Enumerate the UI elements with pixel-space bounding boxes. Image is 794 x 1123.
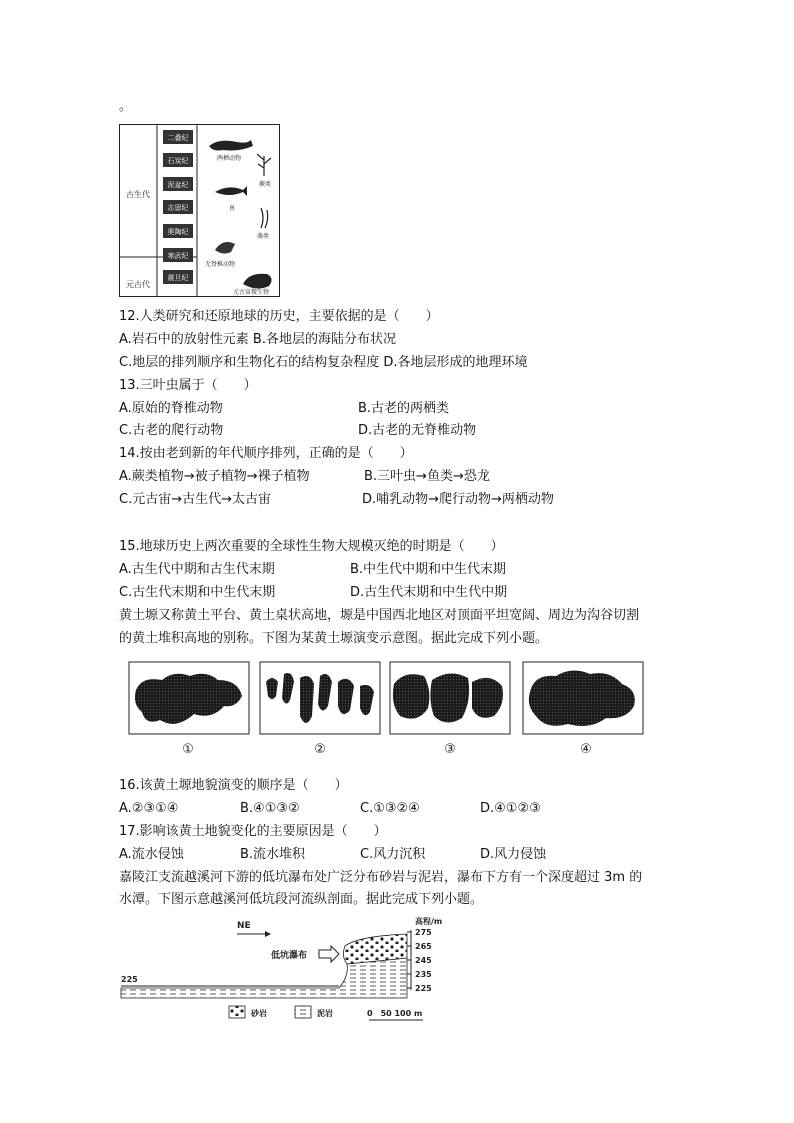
direction-arrow-icon	[265, 931, 271, 937]
q17-option-d: D.风力侵蚀	[480, 847, 547, 862]
q14-option-b: B.三叶虫→鱼类→恐龙	[364, 469, 490, 484]
q16-option-d: D.④①②③	[480, 801, 541, 816]
direction-label: NE	[237, 921, 251, 931]
elevation-tick: 265	[415, 942, 432, 951]
organism-label: 无脊椎动物	[205, 261, 236, 268]
q14-option-c: C.元古宙→古生代→太古宙	[119, 492, 271, 507]
loess-label-1: ①	[182, 742, 194, 757]
period-label: 二叠纪	[167, 134, 189, 142]
q16-option-a: A.②③①④	[119, 801, 179, 816]
river-profile-figure	[119, 912, 449, 1030]
elevation-tick: 235	[415, 970, 432, 979]
era-label-paleozoic: 古生代	[126, 190, 150, 199]
q15-stem: 15.地球历史上两次重要的全球性生物大规模灭绝的时期是（ ）	[119, 539, 504, 554]
waterfall-arrow-icon	[319, 946, 339, 962]
q16-stem: 16.该黄土塬地貌演变的顺序是（ ）	[119, 778, 348, 793]
loess-evolution-diagram	[128, 660, 646, 760]
era-label-proterozoic: 元古代	[126, 280, 150, 289]
loess-label-2: ②	[314, 742, 326, 757]
period-label: 志留纪	[167, 204, 189, 212]
elevation-tick: 245	[415, 956, 432, 965]
period-label: 寒武纪	[167, 252, 189, 260]
q13-stem: 13.三叶虫属于（ ）	[119, 378, 257, 393]
loess-passage-line2: 的黄土堆积高地的别称。下图为某黄土塬演变示意图。据此完成下列小题。	[119, 631, 549, 646]
organism-label: 蕨类	[259, 181, 272, 188]
period-label: 泥盆纪	[167, 181, 189, 189]
legend-mudstone-label: 泥岩	[317, 1009, 333, 1018]
q12-options-line1: A.岩石中的放射性元素 B.各地层的海陆分布状况	[119, 332, 396, 347]
organism-label: 藻类	[257, 233, 270, 240]
legend-mudstone-swatch	[295, 1006, 311, 1018]
period-label: 石炭纪	[167, 157, 189, 165]
q15-option-a: A.古生代中期和古生代末期	[119, 562, 275, 577]
organism-label: 元古宙微生物	[233, 289, 270, 296]
scale-bar-label: 0 50 100 m	[367, 1009, 423, 1018]
elevation-axis-title: 高程/m	[415, 917, 443, 926]
q14-option-d: D.哺乳动物→爬行动物→两栖动物	[362, 492, 554, 507]
geologic-time-figure	[119, 124, 281, 298]
q17-stem: 17.影响该黄土地貌变化的主要原因是（ ）	[119, 824, 387, 839]
q13-option-c: C.古老的爬行动物	[119, 423, 224, 438]
loess-plateau-shape-3	[393, 673, 503, 722]
loess-evolution-figure	[128, 660, 646, 760]
q15-option-d: D.古生代末期和中生代中期	[350, 585, 508, 600]
q17-option-a: A.流水侵蚀	[119, 847, 184, 862]
q16-option-c: C.①③②④	[360, 801, 420, 816]
q13-option-b: B.古老的两栖类	[358, 401, 450, 416]
q15-option-b: B.中生代中期和中生代末期	[350, 562, 507, 577]
q16-option-b: B.④①③②	[240, 801, 300, 816]
waterfall-passage-line2: 水潭。下图示意越溪河低坑段河流纵剖面。据此完成下列小题。	[119, 892, 484, 907]
q14-option-a: A.蕨类植物→被子植物→裸子植物	[119, 469, 310, 484]
organism-label: 两栖动物	[217, 155, 242, 162]
leading-punctuation: 。	[119, 99, 133, 114]
q15-option-c: C.古生代末期和中生代末期	[119, 585, 276, 600]
legend-sandstone-label: 砂岩	[251, 1009, 267, 1018]
q14-stem: 14.按由老到新的年代顺序排列，正确的是（ ）	[119, 446, 413, 461]
q13-option-d: D.古老的无脊椎动物	[358, 423, 477, 438]
organism-label: 鱼	[229, 205, 236, 212]
mudstone-layer	[121, 958, 407, 998]
q17-option-b: B.流水堆积	[240, 847, 306, 862]
river-profile-diagram	[119, 912, 449, 1030]
q13-option-a: A.原始的脊椎动物	[119, 401, 223, 416]
waterfall-label: 低坑瀑布	[271, 951, 308, 961]
legend-sandstone-swatch	[229, 1006, 245, 1018]
left-elevation-label: 225	[121, 975, 138, 984]
loess-label-3: ③	[444, 742, 456, 757]
period-label: 震旦纪	[167, 274, 189, 282]
loess-label-4: ④	[580, 742, 592, 757]
period-label: 奥陶纪	[167, 228, 189, 236]
q12-options-line2: C.地层的排列顺序和生物化石的结构复杂程度 D.各地层形成的地理环境	[119, 355, 528, 370]
loess-passage-line1: 黄土塬又称黄土平台、黄土桌状高地，塬是中国西北地区对顶面平坦宽阔、周边为沟谷切割	[119, 608, 640, 623]
waterfall-passage-line1: 嘉陵江支流越溪河下游的低坑瀑布处广泛分布砂岩与泥岩，瀑布下方有一个深度超过 3m 的	[119, 870, 643, 885]
q17-option-c: C.风力沉积	[360, 847, 426, 862]
elevation-tick: 275	[415, 928, 432, 937]
q12-stem: 12.人类研究和还原地球的历史，主要依据的是（ ）	[119, 309, 439, 324]
geologic-time-chart	[119, 124, 281, 298]
elevation-tick: 225	[415, 984, 432, 993]
